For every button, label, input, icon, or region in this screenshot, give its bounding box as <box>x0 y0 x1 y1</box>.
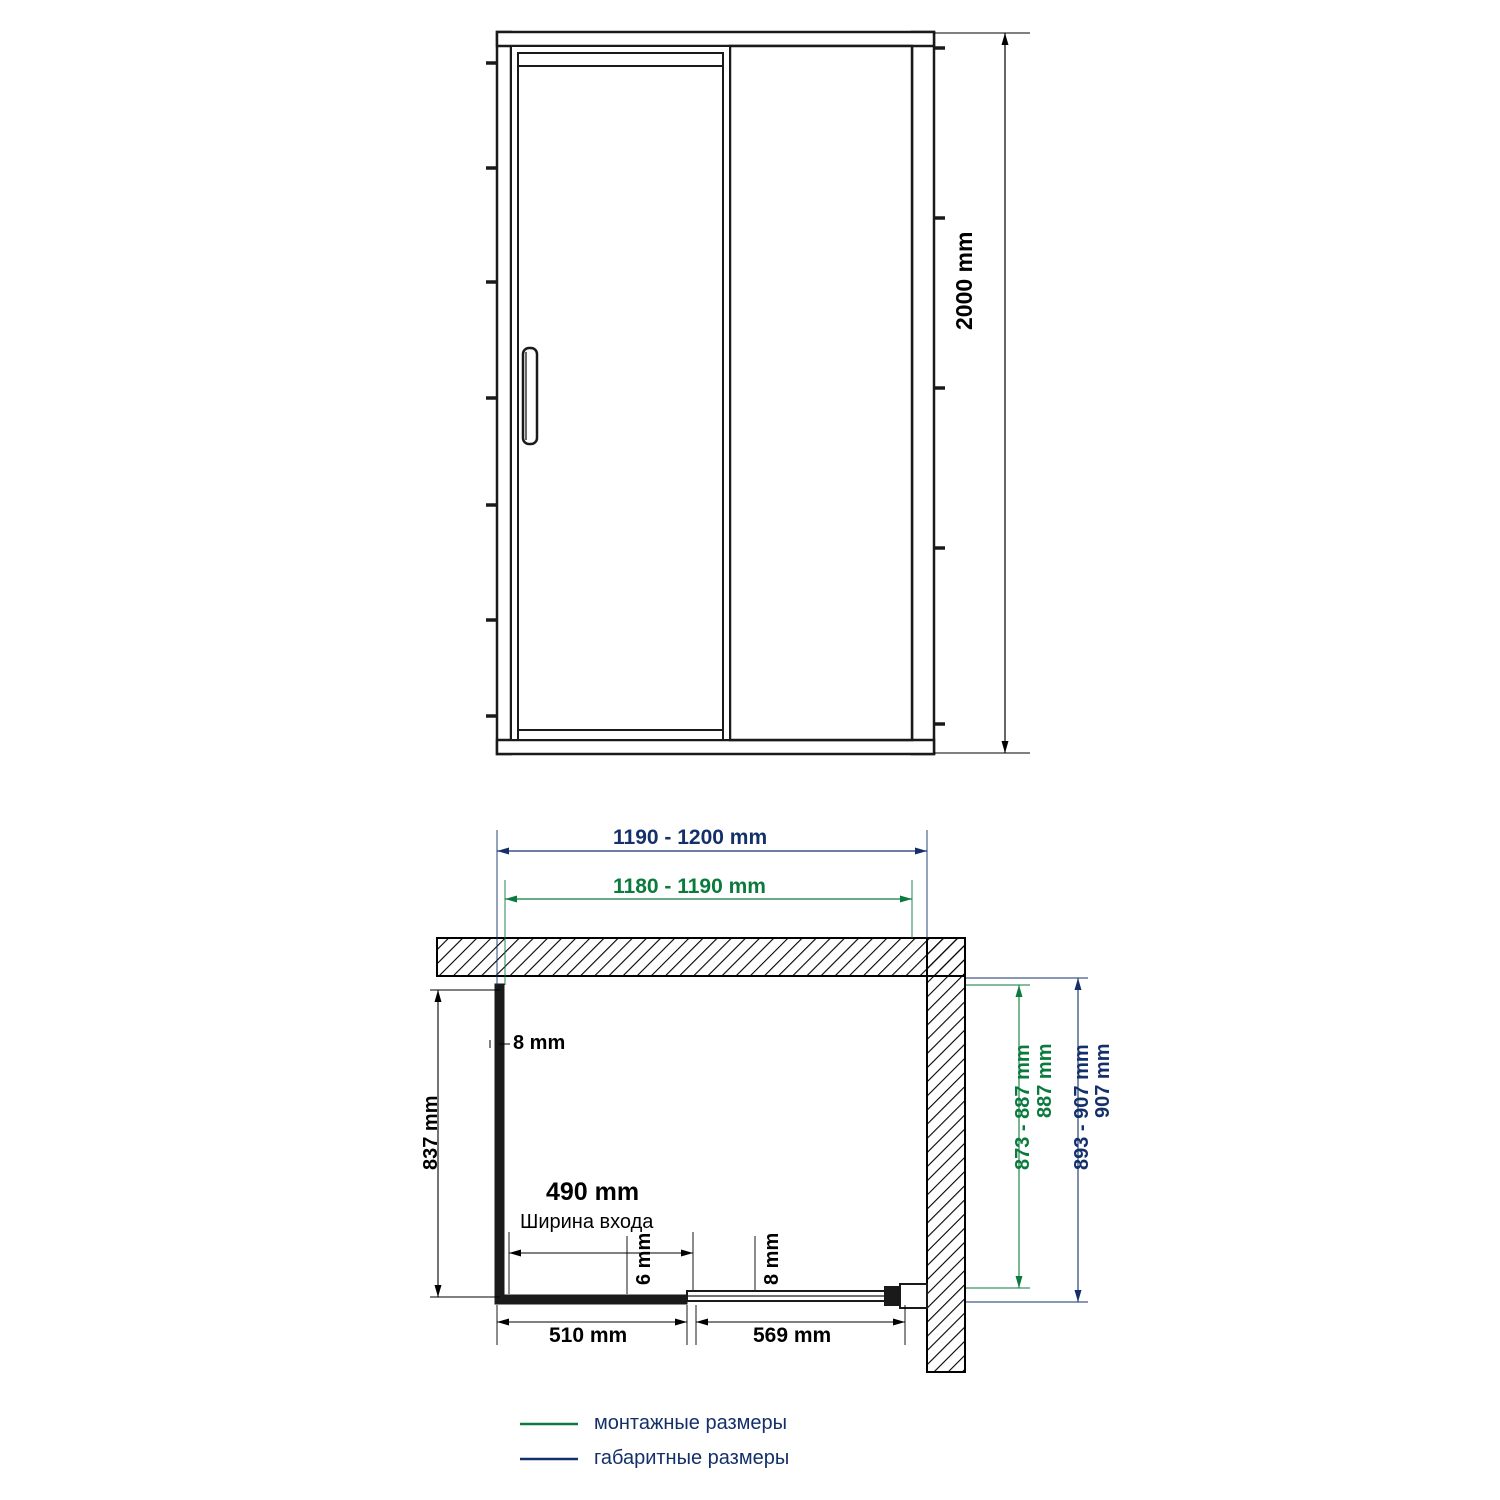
legend-swatches <box>520 1424 578 1459</box>
entry-width-caption: Ширина входа <box>520 1211 654 1233</box>
bottom-right-span-label: 569 mm <box>753 1324 832 1347</box>
legend-item-mounting: монтажные размеры <box>594 1412 788 1434</box>
left-depth-label: 837 mm <box>420 1095 442 1170</box>
glass-thickness-top-label: 8 mm <box>513 1032 566 1054</box>
plan-overall-width-label: 1190 - 1200 mm <box>613 826 768 849</box>
plan-mounting-width-label: 1180 - 1190 mm <box>613 875 766 898</box>
right-overall-depth-outer-label: 907 mm <box>1092 1043 1114 1118</box>
fixed-glass-thickness-label: 8 mm <box>761 1232 783 1285</box>
entry-width-value: 490 mm <box>546 1178 640 1206</box>
right-overall-depth-label: 893 - 907 mm <box>1071 1044 1093 1170</box>
front-elevation-view <box>486 32 1030 754</box>
door-glass-thickness-label: 6 mm <box>633 1232 655 1285</box>
right-mounting-depth-outer-label: 887 mm <box>1034 1043 1056 1118</box>
right-mounting-depth-label: 873 - 887 mm <box>1012 1044 1034 1170</box>
bottom-left-span-label: 510 mm <box>549 1324 628 1347</box>
plan-view <box>430 830 1088 1372</box>
front-height-label: 2000 mm <box>951 231 977 330</box>
legend-item-overall: габаритные размеры <box>594 1447 790 1469</box>
